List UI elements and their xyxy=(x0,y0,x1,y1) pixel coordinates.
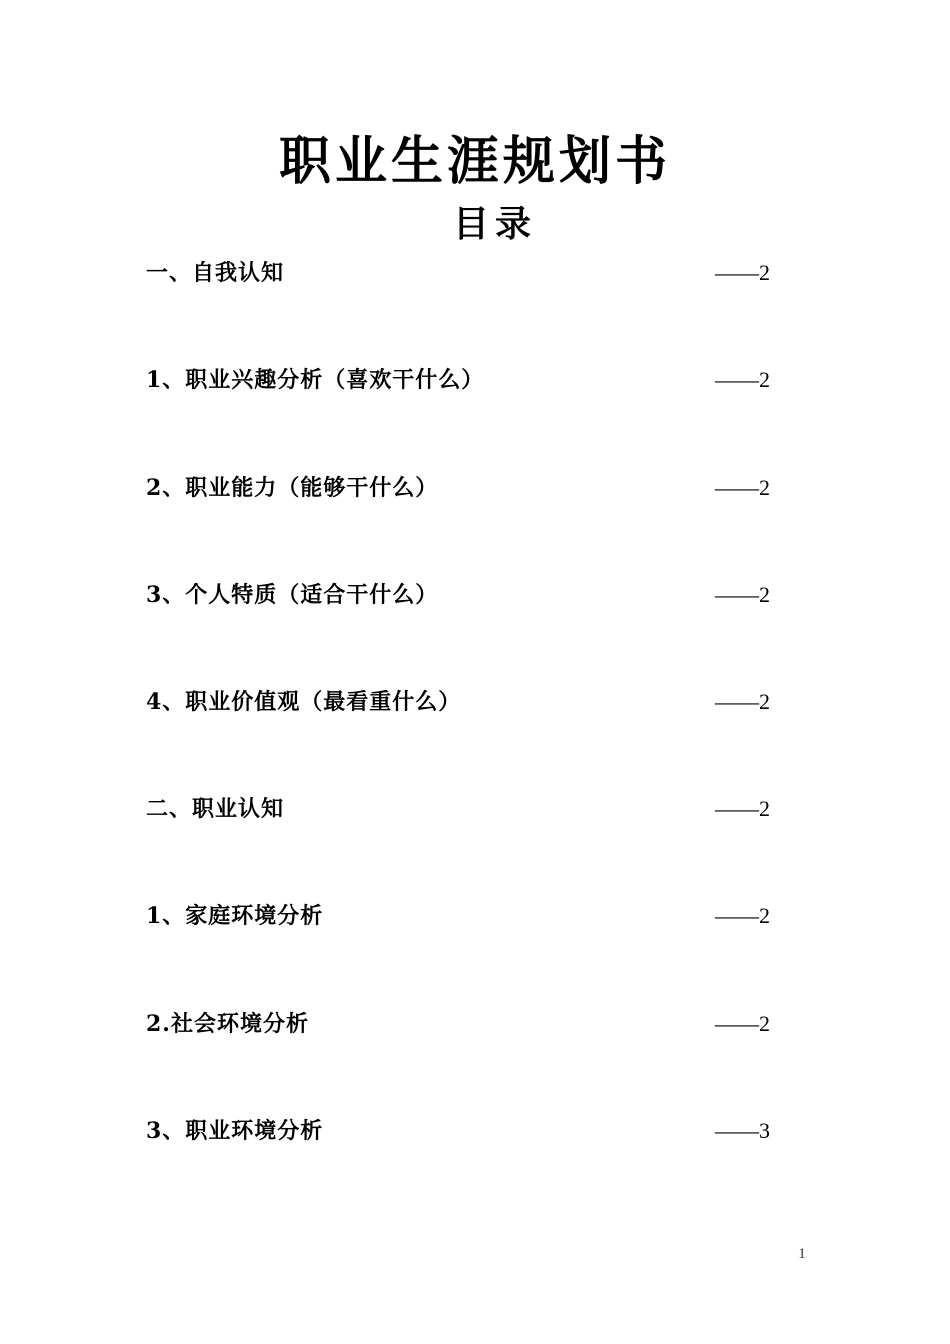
toc-entry-label: 4、职业价值观（最看重什么） xyxy=(146,689,462,715)
toc-entry-page: ——2 xyxy=(715,475,770,500)
toc-entry xyxy=(146,1007,770,1041)
toc-entry-label: 3、个人特质（适合干什么） xyxy=(146,582,439,608)
toc-entry xyxy=(146,1114,770,1148)
toc-entry-label: 2.社会环境分析 xyxy=(146,1011,309,1037)
toc-entry-label: 1、职业兴趣分析（喜欢干什么） xyxy=(146,367,485,393)
toc-entry-page: ——2 xyxy=(715,1011,770,1036)
toc-entry-page: ——2 xyxy=(715,582,770,607)
toc-entry xyxy=(146,256,770,290)
page-number: 1 xyxy=(798,1246,806,1262)
toc-entry xyxy=(146,899,770,933)
toc-entry xyxy=(146,471,770,505)
toc-entry-page: ——3 xyxy=(715,1118,770,1143)
toc-entry-label: 2、职业能力（能够干什么） xyxy=(146,475,439,501)
toc-entry-label: 二、职业认知 xyxy=(146,796,285,822)
toc-entry-page: ——2 xyxy=(715,796,770,821)
toc-entry xyxy=(146,685,770,719)
document-title: 职业生涯规划书 xyxy=(278,131,671,192)
toc-entry-label: 一、自我认知 xyxy=(146,260,285,286)
toc-entry xyxy=(146,578,770,612)
toc-entry-page: ——2 xyxy=(715,689,770,714)
toc-entry-page: ——2 xyxy=(715,260,770,285)
toc-heading: 目录 xyxy=(452,203,537,245)
toc-entry-page: ——2 xyxy=(715,367,770,392)
toc-entry xyxy=(146,792,770,826)
toc-entry xyxy=(146,363,770,397)
toc-entry-label: 1、家庭环境分析 xyxy=(146,903,324,929)
toc-entry-label: 3、职业环境分析 xyxy=(146,1118,324,1144)
toc-entry-page: ——2 xyxy=(715,903,770,928)
